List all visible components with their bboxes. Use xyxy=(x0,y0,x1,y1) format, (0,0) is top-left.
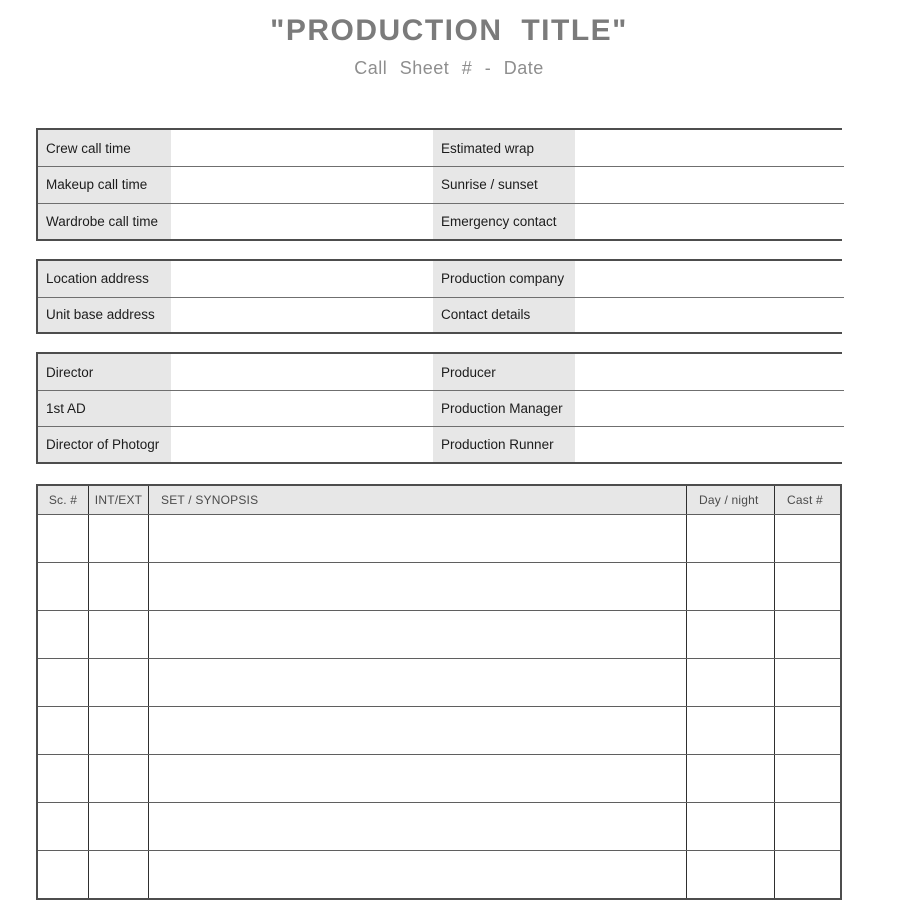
scene-table-row xyxy=(38,802,840,850)
scene-cell-cast-num xyxy=(775,803,844,850)
info-label-cell: Producer xyxy=(433,354,575,390)
scene-cell-int-ext xyxy=(89,851,149,898)
scene-cell-sc-num xyxy=(38,755,89,802)
info-row xyxy=(38,297,844,333)
scene-cell-set-synopsis xyxy=(149,851,687,898)
info-label-cell: Sunrise / sunset xyxy=(433,167,575,202)
info-row xyxy=(38,390,844,426)
scene-cell-cast-num xyxy=(775,611,844,658)
scene-table-row xyxy=(38,754,840,802)
info-label-cell: Emergency contact xyxy=(433,204,575,239)
info-value-cell xyxy=(575,204,844,239)
scene-cell-int-ext xyxy=(89,803,149,850)
scene-cell-int-ext xyxy=(89,707,149,754)
info-label-cell: Production Manager xyxy=(433,391,575,426)
info-value-cell xyxy=(575,354,844,390)
scene-cell-int-ext xyxy=(89,755,149,802)
info-value-cell xyxy=(171,167,433,202)
scene-cell-day-night xyxy=(687,659,775,706)
scene-schedule-table xyxy=(36,484,842,900)
scene-cell-int-ext xyxy=(89,563,149,610)
scene-cell-sc-num xyxy=(38,659,89,706)
scene-cell-set-synopsis xyxy=(149,803,687,850)
info-value-cell xyxy=(575,391,844,426)
scene-table-row xyxy=(38,850,840,898)
scene-cell-sc-num xyxy=(38,611,89,658)
scene-cell-sc-num xyxy=(38,707,89,754)
scene-cell-cast-num xyxy=(775,755,844,802)
scene-cell-sc-num xyxy=(38,851,89,898)
scene-cell-cast-num xyxy=(775,563,844,610)
scene-cell-cast-num xyxy=(775,659,844,706)
call-sheet-subtitle: Call Sheet # - Date xyxy=(354,58,544,78)
info-label-cell: Estimated wrap xyxy=(433,130,575,166)
info-label-cell: Director xyxy=(38,354,171,390)
info-label-cell: Unit base address xyxy=(38,298,171,333)
info-row xyxy=(38,166,844,202)
call-times-block xyxy=(36,128,842,241)
scene-cell-sc-num xyxy=(38,515,89,562)
info-value-cell xyxy=(171,427,433,462)
info-label-cell: Production company xyxy=(433,261,575,297)
info-row xyxy=(38,203,844,239)
info-label-cell: Production Runner xyxy=(433,427,575,462)
info-row xyxy=(38,354,844,390)
info-value-cell xyxy=(575,261,844,297)
scene-cell-cast-num xyxy=(775,707,844,754)
info-label-cell: Makeup call time xyxy=(38,167,171,202)
scene-cell-set-synopsis xyxy=(149,755,687,802)
document-header xyxy=(0,14,898,79)
scene-cell-day-night xyxy=(687,707,775,754)
scene-cell-day-night xyxy=(687,611,775,658)
location-block xyxy=(36,259,842,334)
scene-cell-day-night xyxy=(687,563,775,610)
info-label-cell: Location address xyxy=(38,261,171,297)
scene-cell-int-ext xyxy=(89,659,149,706)
info-label-cell: Director of Photogr xyxy=(38,427,171,462)
info-value-cell xyxy=(575,427,844,462)
scene-table-row xyxy=(38,514,840,562)
info-label-cell: Contact details xyxy=(433,298,575,333)
scene-cell-day-night xyxy=(687,851,775,898)
info-value-cell xyxy=(575,167,844,202)
scene-column-header: Cast # xyxy=(787,493,823,507)
scene-table-row xyxy=(38,706,840,754)
info-row xyxy=(38,261,844,297)
scene-column-header: Sc. # xyxy=(38,486,89,514)
scene-table-row xyxy=(38,562,840,610)
scene-cell-set-synopsis xyxy=(149,515,687,562)
scene-cell-cast-num xyxy=(775,851,844,898)
info-value-cell xyxy=(171,298,433,333)
info-row xyxy=(38,426,844,462)
scene-column-header: INT/EXT xyxy=(89,486,149,514)
scene-cell-day-night xyxy=(687,803,775,850)
scene-cell-int-ext xyxy=(89,515,149,562)
info-label-cell: Wardrobe call time xyxy=(38,204,171,239)
scene-cell-sc-num xyxy=(38,563,89,610)
info-value-cell xyxy=(171,261,433,297)
info-value-cell xyxy=(171,391,433,426)
scene-cell-day-night xyxy=(687,515,775,562)
info-value-cell xyxy=(575,298,844,333)
info-value-cell xyxy=(171,204,433,239)
scene-table-header-row xyxy=(38,486,840,514)
production-title: "PRODUCTION TITLE" xyxy=(270,14,628,47)
scene-cell-int-ext xyxy=(89,611,149,658)
scene-table-row xyxy=(38,610,840,658)
info-value-cell xyxy=(171,354,433,390)
info-label-cell: 1st AD xyxy=(38,391,171,426)
scene-table-row xyxy=(38,658,840,706)
info-value-cell xyxy=(575,130,844,166)
key-crew-block xyxy=(36,352,842,464)
scene-cell-set-synopsis xyxy=(149,659,687,706)
scene-cell-sc-num xyxy=(38,803,89,850)
scene-column-header: SET / SYNOPSIS xyxy=(149,486,687,514)
scene-cell-cast-num xyxy=(775,515,844,562)
info-row xyxy=(38,130,844,166)
info-label-cell: Crew call time xyxy=(38,130,171,166)
scene-cell-day-night xyxy=(687,755,775,802)
scene-cell-set-synopsis xyxy=(149,563,687,610)
scene-column-header: Day / night xyxy=(687,486,775,514)
scene-cell-set-synopsis xyxy=(149,611,687,658)
info-value-cell xyxy=(171,130,433,166)
scene-cell-set-synopsis xyxy=(149,707,687,754)
